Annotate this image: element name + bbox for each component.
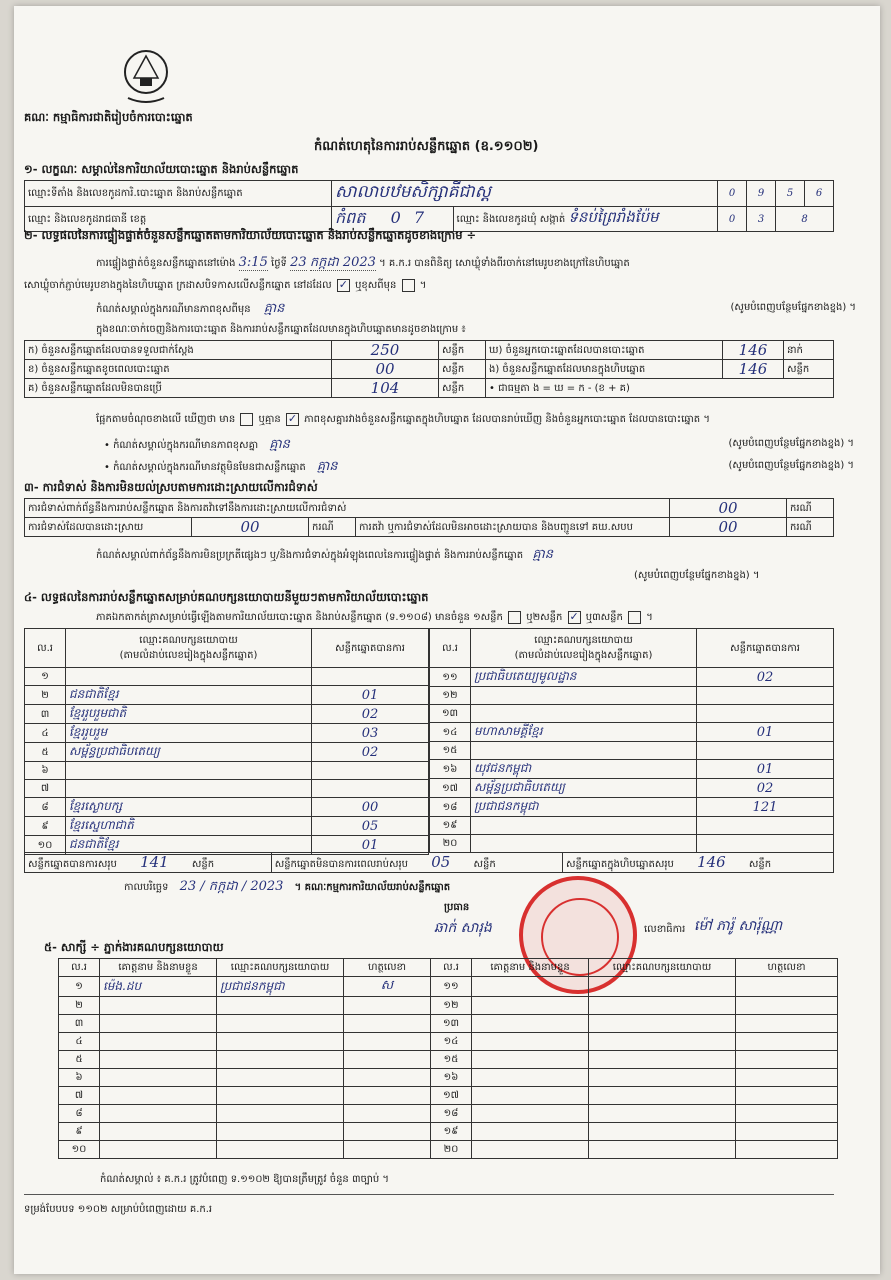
w-no-2: ១១ <box>431 977 472 997</box>
table-row <box>25 798 429 817</box>
table-row <box>59 977 838 997</box>
footnote: កំណត់សម្គាល់ ៖ គ.ក.រ ត្រូវបំពេញ ទ.១១០២ ឱ្យបានត្រឹមត្រូវ ចំនួន ៣ច្បាប់ ។ <box>100 1174 389 1185</box>
w-name-2 <box>472 1069 589 1087</box>
spoiled-unit: សន្លឹក <box>439 360 486 379</box>
ballot-count-table <box>24 340 834 398</box>
discrepancy-note: • កំណត់សម្គាល់ក្នុងករណីមានភាពខុសគ្នា គ្មាន (សូមបំពេញបន្ថែមផ្នែកខាងខ្នង) ។ <box>104 437 854 452</box>
row-no: ១៧ <box>430 779 471 798</box>
row-party <box>471 687 697 705</box>
section-5-title: ៥- សាក្សី ÷ ភ្នាក់ងារគណបក្សនយោបាយ <box>44 940 224 954</box>
resolved-label: ការជំទាស់ដែលបានដោះស្រាយ <box>25 518 192 537</box>
section-4-title: ៤- លទ្ធផលនៃការរាប់សន្លឹកឆ្នោតសម្រាប់គណបក្សនយោបាយនីមួយៗតាមការិយាល័យបោះឆ្នោត <box>24 590 429 604</box>
row-votes: 05 <box>312 817 429 836</box>
w-no: ៥ <box>59 1051 100 1069</box>
row-votes: 02 <box>312 705 429 724</box>
objection-value: 00 <box>670 499 787 518</box>
w-no-2: ១៣ <box>431 1015 472 1033</box>
secretary-signature: ម៉ៅ ភារ៉ូ សារ៉ុណ្ណា <box>694 918 783 934</box>
has-difference-checkbox[interactable] <box>240 413 253 426</box>
w-name-2 <box>472 1051 589 1069</box>
commune-code-2: 3 <box>747 207 776 232</box>
table-row <box>430 798 834 817</box>
committee-name: គណៈ កម្មាធិការជាតិរៀបចំការបោះឆ្នោត <box>24 110 193 124</box>
w-no: ២ <box>59 997 100 1015</box>
w-no-2: ២០ <box>431 1141 472 1159</box>
w-no-2: ១៥ <box>431 1051 472 1069</box>
spoiled-label: ខ) ចំនួនសន្លឹកឆ្នោតខូចពេលបោះឆ្នោត <box>25 360 332 379</box>
row-party <box>471 705 697 723</box>
w-sign: ស <box>344 977 431 997</box>
table-row <box>59 1033 838 1051</box>
table-row <box>430 705 834 723</box>
w-col-party: ឈ្មោះគណបក្សនយោបាយ <box>217 959 344 977</box>
row-party: ខ្មែរស្នេហាជាតិ <box>66 817 312 836</box>
table-row <box>59 1123 838 1141</box>
valid-total: សន្លឹកឆ្នោតបានការសរុប 141 សន្លឹក <box>25 853 272 873</box>
w-name <box>100 1051 217 1069</box>
section-1-title: ១- លក្ខណៈ សម្គាល់នៃការិយាល័យបោះឆ្នោត និងរាប់សន្លឹកឆ្នោត <box>24 162 299 176</box>
received-value: 250 <box>332 341 439 360</box>
verification-line-2: សោឃ្លុំចាក់ភ្ជាប់មេរូបខាងក្នុងនៃហិបឆ្នោត ក្រដាសបិទកាសលើសន្លឹកឆ្នោត នៅដដែល ✓ ឬខុសពីមុន ។ <box>24 277 427 291</box>
row-party: ជនជាតិខ្មែរ <box>66 686 312 705</box>
province-label: ឈ្មោះ និងលេខកូដរាជធានី ខេត្ត <box>25 207 332 232</box>
results-table-left <box>24 628 429 855</box>
row-votes <box>312 668 429 686</box>
chair-label: ប្រធាន <box>444 902 470 913</box>
w-no-2: ១២ <box>431 997 472 1015</box>
w-no: ១ <box>59 977 100 997</box>
w-party <box>217 1051 344 1069</box>
witness-table <box>58 958 838 1159</box>
w-name-2 <box>472 1033 589 1051</box>
table-row <box>430 742 834 760</box>
w-sign <box>344 1087 431 1105</box>
w-sign <box>344 1033 431 1051</box>
row-votes: 03 <box>312 724 429 743</box>
w-sign-2 <box>736 997 838 1015</box>
w-party <box>217 997 344 1015</box>
col-no: ល.រ <box>430 629 471 668</box>
w-name <box>100 1123 217 1141</box>
w-party-2 <box>589 1033 736 1051</box>
results-table-right <box>429 628 834 853</box>
row-no: ១០ <box>25 836 66 855</box>
w-name <box>100 1087 217 1105</box>
section-1-table <box>24 180 834 232</box>
objection-table <box>24 498 834 537</box>
row-no: ២០ <box>430 835 471 853</box>
w-party-2 <box>589 1141 736 1159</box>
row-votes: 01 <box>312 836 429 855</box>
location-value: សាលាបឋមសិក្សាគីជាស្ត <box>332 181 718 207</box>
commune-code-3: 8 <box>776 207 834 232</box>
in-box-value: 146 <box>723 360 784 379</box>
foreign-object-note: • កំណត់សម្គាល់ក្នុងករណីមានវត្ថុមិនមែនជាសន្លឹកឆ្នោត គ្មាន (សូមបំពេញបន្ថែមផ្នែកខាងខ្នង) ។ <box>104 459 854 474</box>
discrepancy-line: ផ្អែកតាមចំណុចខាងលើ ឃើញថា មាន ឬគ្មាន ✓ ភាពខុសគ្នារវាងចំនួនសន្លឹកឆ្នោតក្នុងហិបឆ្នោត ដែលបានរាប់ឃើញ និងចំនួនអ្នកបោះឆ្នោត ដែលបានបោះឆ្នោត ។ <box>96 411 710 425</box>
table-row <box>59 997 838 1015</box>
row-votes: 00 <box>312 798 429 817</box>
w-sign <box>344 1051 431 1069</box>
received-unit: សន្លឹក <box>439 341 486 360</box>
spoiled-value: 00 <box>332 360 439 379</box>
w-party-2 <box>589 1015 736 1033</box>
form-footer: ទម្រង់បែបបទ ១១០២ សម្រាប់បំពេញដោយ គ.ក.រ <box>24 1204 213 1215</box>
resolved-value: 00 <box>192 518 309 537</box>
row-no: ៥ <box>25 743 66 762</box>
w-col-no-2: ល.រ <box>431 959 472 977</box>
sheet-count-line: ភាគឯកតាកត់ត្រាសម្រាប់ធ្វើឡើងតាមការិយាល័យបោះឆ្នោត និងរាប់សន្លឹកឆ្នោត (ទ.១១០៨) មានចំនួន ១សន្លឹក ឬ២សន្លឹក ✓ ឬ៣សន្លឹក ។ <box>96 609 653 623</box>
unused-label: គ) ចំនួនសន្លឹកឆ្នោតដែលមិនបានប្រើ <box>25 379 332 398</box>
w-name-2 <box>472 1087 589 1105</box>
row-no: ១៥ <box>430 742 471 760</box>
row-no: ១៩ <box>430 817 471 835</box>
table-row <box>430 817 834 835</box>
row-no: ១៦ <box>430 760 471 779</box>
row-party <box>66 780 312 798</box>
location-code-4: 6 <box>805 181 834 207</box>
row-party: ប្រជាធិបតេយ្យមូលដ្ឋាន <box>471 668 697 687</box>
w-party-2 <box>589 997 736 1015</box>
col-party: ឈ្មោះគណបក្សនយោបាយ (តាមលំដាប់លេខរៀងក្នុងសន្លឹកឆ្នោត) <box>66 629 312 668</box>
w-party-2 <box>589 1123 736 1141</box>
table-row <box>25 724 429 743</box>
w-no: ៧ <box>59 1087 100 1105</box>
resolved-unit: ករណី <box>309 518 356 537</box>
table-row <box>25 668 429 686</box>
w-no: ៩ <box>59 1123 100 1141</box>
unused-value: 104 <box>332 379 439 398</box>
row-party <box>471 742 697 760</box>
row-party: សម្ព័ន្ធប្រជាធិបតេយ្យ <box>471 779 697 798</box>
w-name <box>100 1033 217 1051</box>
section-2-title: ២- លទ្ធផលនៃការផ្ទៀងផ្ទាត់ចំនួនសន្លឹកឆ្នោតតាមការិយាល័យបោះឆ្នោត និងរាប់សន្លឹកឆ្នោតដូចខាងក្រោម ÷ <box>24 228 477 242</box>
table-row <box>59 1015 838 1033</box>
w-sign-2 <box>736 1015 838 1033</box>
table-row <box>25 705 429 724</box>
row-no: ២ <box>25 686 66 705</box>
w-col-name-2: គោត្តនាម និងនាមខ្លួន <box>472 959 589 977</box>
w-no-2: ១៤ <box>431 1033 472 1051</box>
row-party: មហាសាមគ្គីខ្មែរ <box>471 723 697 742</box>
row-no: ១៤ <box>430 723 471 742</box>
w-party <box>217 1015 344 1033</box>
w-no: ៣ <box>59 1015 100 1033</box>
col-votes: សន្លឹកឆ្នោតបានការ <box>697 629 834 668</box>
w-sign <box>344 1069 431 1087</box>
w-party-2 <box>589 977 736 997</box>
w-sign-2 <box>736 1105 838 1123</box>
row-votes <box>312 780 429 798</box>
table-row <box>430 779 834 798</box>
ballot-intro: ក្នុងខណៈចាក់ចេញនិងការបោះឆ្នោត និងការរាប់សន្លឹកឆ្នោតដែលមានក្នុងហិបឆ្នោតមានដូចខាងក្រោម ៖ <box>96 324 466 335</box>
table-row <box>59 1141 838 1159</box>
row-votes <box>697 687 834 705</box>
voters-label: ឃ) ចំនួនអ្នកបោះឆ្នោតដែលបានបោះឆ្នោត <box>486 341 723 360</box>
row-votes <box>697 817 834 835</box>
chair-signature: ឆាក់ សារុង <box>434 920 492 936</box>
w-name <box>100 1015 217 1033</box>
w-no-2: ១៧ <box>431 1087 472 1105</box>
w-party: ប្រជាជនកម្ពុជា <box>217 977 344 997</box>
secretary-label: លេខាធិការ <box>644 924 686 935</box>
row-votes: 01 <box>697 723 834 742</box>
row-no: ៧ <box>25 780 66 798</box>
row-party: ខ្មែររួបរួមជាតិ <box>66 705 312 724</box>
table-row <box>25 762 429 780</box>
location-code-2: 9 <box>747 181 776 207</box>
in-box-label: ង) ចំនួនសន្លឹកឆ្នោតដែលមានក្នុងហិបឆ្នោត <box>486 360 723 379</box>
row-party <box>66 762 312 780</box>
w-name-2 <box>472 1015 589 1033</box>
w-name-2 <box>472 1123 589 1141</box>
formula: • ជាធម្មតា ង = ឃ = ក - (ខ + គ) <box>486 379 834 398</box>
in-box-unit: សន្លឹក <box>783 360 833 379</box>
row-no: ៤ <box>25 724 66 743</box>
w-name <box>100 1069 217 1087</box>
location-label: ឈ្មោះទីតាំង និងលេខកូដការិ.បោះឆ្នោត និងរាប់សន្លឹកឆ្នោត <box>25 181 332 207</box>
table-row <box>59 1087 838 1105</box>
w-no: ៦ <box>59 1069 100 1087</box>
form-page <box>14 6 880 1274</box>
row-votes: 02 <box>697 668 834 687</box>
w-name-2 <box>472 977 589 997</box>
verification-line-1: ការផ្ទៀងផ្ទាត់ចំនួនសន្លឹកឆ្នោតនៅម៉ោង 3:15 ថ្ងៃទី 23 កក្កដា 2023 ។ គ.ក.រ បានពិនិត្យ សោឃ្លុំទាំងពីរចាក់នៅមេរូបខាងក្រៅនៃហិបឆ្នោត <box>96 255 630 270</box>
table-row <box>430 668 834 687</box>
irregularity-hint: (សូមបំពេញបន្ថែមផ្នែកខាងខ្នង) ។ <box>634 570 760 581</box>
row-party: សម្ព័ន្ធប្រជាធិបតេយ្យ <box>66 743 312 762</box>
row-no: ៩ <box>25 817 66 836</box>
w-name <box>100 1141 217 1159</box>
row-party: ខ្មែរស្ងោបក្ស <box>66 798 312 817</box>
table-row <box>430 723 834 742</box>
difference-note: កំណត់សម្គាល់ក្នុងករណីមានភាពខុសពីមុន គ្មាន (សូមបំពេញបន្ថែមផ្នែកខាងខ្នង) ។ <box>96 301 856 316</box>
row-no: ១២ <box>430 687 471 705</box>
w-col-party-2: ឈ្មោះគណបក្សនយោបាយ <box>589 959 736 977</box>
w-col-no: ល.រ <box>59 959 100 977</box>
w-sign-2 <box>736 1051 838 1069</box>
same-checkbox[interactable]: ✓ <box>338 277 348 291</box>
row-votes: 02 <box>697 779 834 798</box>
w-col-sign-2: ហត្ថលេខា <box>736 959 838 977</box>
w-sign <box>344 1015 431 1033</box>
footer-divider <box>24 1194 834 1195</box>
w-party <box>217 1105 344 1123</box>
invalid-total: សន្លឹកឆ្នោតមិនបានការពេលរាប់សរុប 05 សន្លឹក <box>271 853 562 873</box>
col-votes: សន្លឹកឆ្នោតបានការ <box>312 629 429 668</box>
row-votes <box>697 742 834 760</box>
w-no-2: ១៦ <box>431 1069 472 1087</box>
w-col-sign: ហត្ថលេខា <box>344 959 431 977</box>
w-sign-2 <box>736 1141 838 1159</box>
w-sign <box>344 1141 431 1159</box>
table-row <box>25 817 429 836</box>
w-party-2 <box>589 1069 736 1087</box>
w-name-2 <box>472 1141 589 1159</box>
w-sign-2 <box>736 1069 838 1087</box>
w-party <box>217 1069 344 1087</box>
row-no: ១ <box>25 668 66 686</box>
table-row <box>59 1069 838 1087</box>
received-label: ក) ចំនួនសន្លឹកឆ្នោតដែលបានទទួលជាក់ស្តែង <box>25 341 332 360</box>
w-party <box>217 1033 344 1051</box>
w-sign-2 <box>736 1123 838 1141</box>
w-no: ៨ <box>59 1105 100 1123</box>
w-name <box>100 997 217 1015</box>
table-row <box>59 1105 838 1123</box>
row-party <box>471 835 697 853</box>
two-sheet-checkbox[interactable]: ✓ <box>569 609 579 623</box>
table-row <box>25 780 429 798</box>
w-name <box>100 1105 217 1123</box>
table-row <box>59 1051 838 1069</box>
row-votes: 01 <box>312 686 429 705</box>
unresolved-unit: ករណី <box>787 518 834 537</box>
row-party <box>66 668 312 686</box>
row-votes <box>697 705 834 723</box>
w-no-2: ១៨ <box>431 1105 472 1123</box>
w-no: ១០ <box>59 1141 100 1159</box>
w-party <box>217 1141 344 1159</box>
section-3-title: ៣- ការជំទាស់ និងការមិនយល់ស្របតាមការដោះស្រាយលើការជំទាស់ <box>24 480 318 494</box>
w-sign-2 <box>736 1033 838 1051</box>
unused-unit: សន្លឹក <box>439 379 486 398</box>
w-party-2 <box>589 1087 736 1105</box>
location-code-3: 5 <box>776 181 805 207</box>
objection-label: ការជំទាស់ពាក់ព័ន្ធនឹងការរាប់សន្លឹកឆ្នោត និងការតវ៉ាទៅនឹងការដោះស្រាយលើការជំទាស់ <box>25 499 670 518</box>
totals-table <box>24 852 834 873</box>
unresolved-label: ការតវ៉ា ឬការជំទាស់ដែលមិនអាចដោះស្រាយបាន និងបញ្ជូនទៅ គឃ.សបប <box>356 518 670 537</box>
row-no: ៦ <box>25 762 66 780</box>
table-row <box>25 743 429 762</box>
w-sign <box>344 1105 431 1123</box>
w-name-2 <box>472 1105 589 1123</box>
table-row <box>25 686 429 705</box>
province-value: កំពត 0 7 <box>332 207 454 232</box>
row-party: យុវជនកម្ពុជា <box>471 760 697 779</box>
w-name-2 <box>472 997 589 1015</box>
w-col-name: គោត្តនាម និងនាមខ្លួន <box>100 959 217 977</box>
voters-value: 146 <box>723 341 784 360</box>
row-party: ប្រជាជនកម្ពុជា <box>471 798 697 817</box>
table-row <box>430 760 834 779</box>
row-party: ជនជាតិខ្មែរ <box>66 836 312 855</box>
row-no: ៣ <box>25 705 66 724</box>
row-votes: 121 <box>697 798 834 817</box>
w-sign <box>344 1123 431 1141</box>
row-no: ១៣ <box>430 705 471 723</box>
commune-code-1: 0 <box>718 207 747 232</box>
w-party-2 <box>589 1105 736 1123</box>
commune-cell: ឈ្មោះ និងលេខកូដឃុំ សង្កាត់ ទំនប់ព្រៃរាំងប៉ែម <box>453 207 717 232</box>
w-sign-2 <box>736 1087 838 1105</box>
w-party <box>217 1087 344 1105</box>
nec-emblem-icon <box>122 48 170 106</box>
row-votes <box>697 835 834 853</box>
row-no: ៨ <box>25 798 66 817</box>
w-party <box>217 1123 344 1141</box>
table-row <box>430 835 834 853</box>
document-title: កំណត់ហេតុនៃការរាប់សន្លឹកឆ្នោត (ឧ.១១០២) <box>314 139 539 154</box>
box-total: សន្លឹកឆ្នោតក្នុងហិបឆ្នោតសរុប 146 សន្លឹក <box>562 853 833 873</box>
one-sheet-checkbox[interactable] <box>508 611 521 624</box>
objection-unit: ករណី <box>787 499 834 518</box>
row-votes: 02 <box>312 743 429 762</box>
no-difference-checkbox[interactable]: ✓ <box>287 411 298 425</box>
irregularity-note: កំណត់សម្គាល់ពាក់ព័ន្ធនឹងការមិនប្រក្រតីផ្សេងៗ ឬ/និងការជំទាស់ក្នុងអំឡុងពេលនៃការផ្ទៀងផ្ទាត់ និងការរាប់សន្លឹកឆ្នោត គ្មាន <box>96 547 553 562</box>
unresolved-value: 00 <box>670 518 787 537</box>
row-no: ១៨ <box>430 798 471 817</box>
date-line: កាលបរិច្ឆេទ 23 / កក្កដា / 2023 ។ គណៈកម្មការការិយាល័យរាប់សន្លឹកឆ្នោត <box>124 879 451 894</box>
w-sign-2 <box>736 977 838 997</box>
row-votes <box>312 762 429 780</box>
w-no-2: ១៩ <box>431 1123 472 1141</box>
table-row <box>430 687 834 705</box>
different-checkbox[interactable] <box>402 279 415 292</box>
w-party-2 <box>589 1051 736 1069</box>
row-no: ១១ <box>430 668 471 687</box>
w-no: ៤ <box>59 1033 100 1051</box>
row-party: ខ្មែររួបរួម <box>66 724 312 743</box>
row-party <box>471 817 697 835</box>
location-code-1: 0 <box>718 181 747 207</box>
w-sign <box>344 997 431 1015</box>
w-name: ម៉េង.ដប <box>100 977 217 997</box>
row-votes: 01 <box>697 760 834 779</box>
three-sheet-checkbox[interactable] <box>628 611 641 624</box>
col-no: ល.រ <box>25 629 66 668</box>
col-party: ឈ្មោះគណបក្សនយោបាយ (តាមលំដាប់លេខរៀងក្នុងសន្លឹកឆ្នោត) <box>471 629 697 668</box>
voters-unit: នាក់ <box>783 341 833 360</box>
